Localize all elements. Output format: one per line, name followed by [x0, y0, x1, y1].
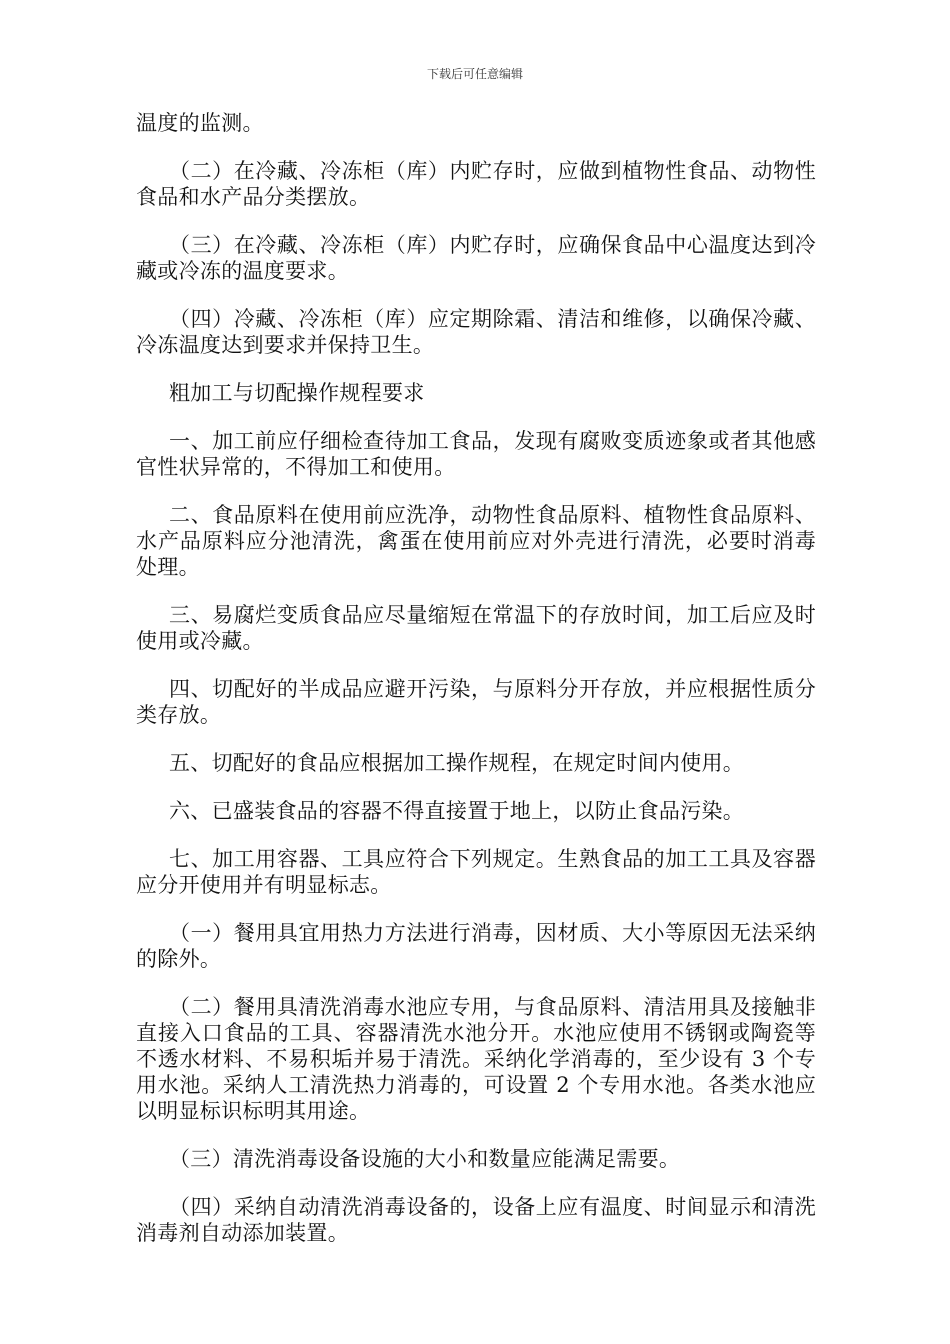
paragraph-storage-2: （二）在冷藏、冷冻柜（库）内贮存时，应做到植物性食品、动物性食品和水产品分类摆放。 [136, 159, 816, 209]
paragraph-rule-3: 三、易腐烂变质食品应尽量缩短在常温下的存放时间，加工后应及时使用或冷藏。 [136, 603, 816, 653]
paragraph-continuation: 温度的监测。 [136, 111, 264, 135]
paragraph-rule-1: 一、加工前应仔细检查待加工食品，发现有腐败变质迹象或者其他感官性状异常的，不得加工和使用。 [136, 429, 816, 479]
paragraph-subrule-4: （四）采纳自动清洗消毒设备的，设备上应有温度、时间显示和清洗消毒剂自动添加装置。 [136, 1195, 816, 1245]
paragraph-rule-4: 四、切配好的半成品应避开污染，与原料分开存放，并应根据性质分类存放。 [136, 677, 816, 727]
paragraph-storage-4: （四）冷藏、冷冻柜（库）应定期除霜、清洁和维修，以确保冷藏、冷冻温度达到要求并保持卫生。 [136, 307, 816, 357]
paragraph-rule-2: 二、食品原料在使用前应洗净，动物性食品原料、植物性食品原料、水产品原料应分池清洗，禽蛋在使用前应对外壳进行清洗，必要时消毒处理。 [136, 503, 816, 579]
paragraph-rule-7: 七、加工用容器、工具应符合下列规定。生熟食品的加工工具及容器应分开使用并有明显标志。 [136, 847, 816, 897]
paragraph-rule-5: 五、切配好的食品应根据加工操作规程，在规定时间内使用。 [169, 751, 745, 775]
paragraph-subrule-2: （二）餐用具清洗消毒水池应专用，与食品原料、清洁用具及接触非直接入口食品的工具、容器清洗水池分开。水池应使用不锈钢或陶瓷等不透水材料、不易积垢并易于清洗。采纳化学消毒的，至少设有 3 个专用水池。采纳人工清洗热力消毒的，可设置 2 个专用水池。各类水池应以明显标识标明其用途。 [136, 995, 816, 1123]
section-heading: 粗加工与切配操作规程要求 [169, 381, 425, 405]
paragraph-subrule-3: （三）清洗消毒设备设施的大小和数量应能满足需要。 [169, 1147, 681, 1171]
paragraph-storage-3: （三）在冷藏、冷冻柜（库）内贮存时，应确保食品中心温度达到冷藏或冷冻的温度要求。 [136, 233, 816, 283]
paragraph-rule-6: 六、已盛装食品的容器不得直接置于地上，以防止食品污染。 [169, 799, 745, 823]
document-body [136, 110, 816, 1268]
page-header-note: 下载后可任意编辑 [426, 67, 523, 81]
paragraph-subrule-1: （一）餐用具宜用热力方法进行消毒，因材质、大小等原因无法采纳的除外。 [136, 921, 816, 971]
